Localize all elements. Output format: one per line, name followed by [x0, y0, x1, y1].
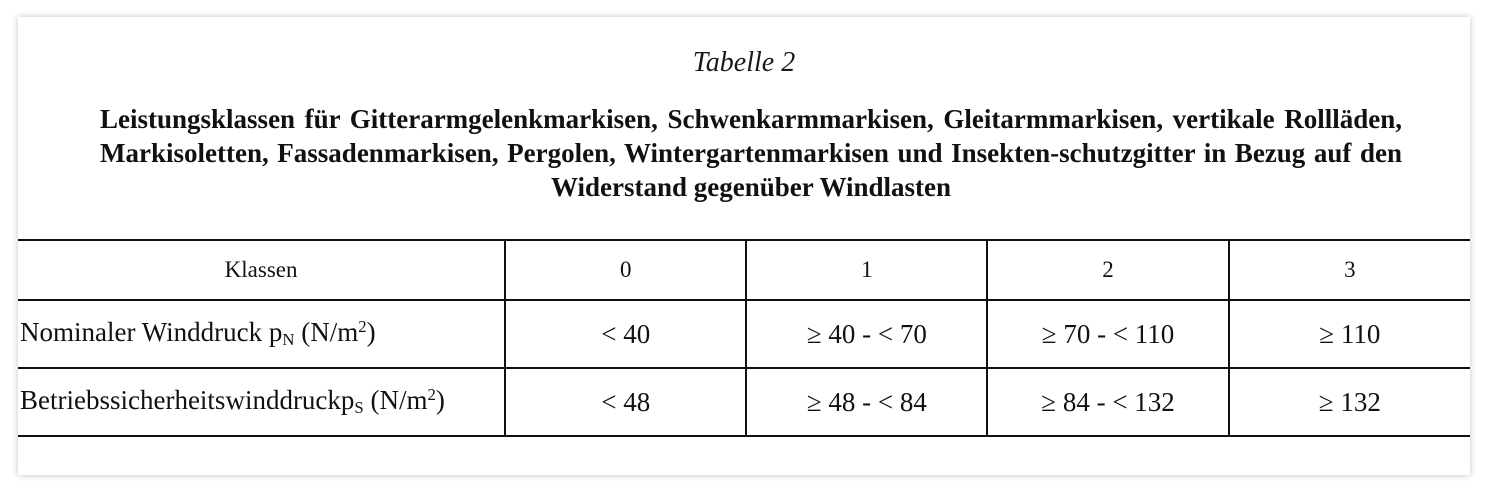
row-label-operational-safety-wind-pressure [18, 368, 505, 436]
row-label-subscript: N [282, 330, 295, 350]
table-cell: ≥ 70 - < 110 [987, 300, 1228, 368]
table-caption: Tabelle 2 [692, 47, 796, 78]
performance-class-table [18, 239, 1470, 437]
table-title: Leistungsklassen für Gitterarmgelenkmarkisen, Schwenkarmmarkisen, Gleitarmmarkisen, vertikale Rollläden, Markisoletten, Fassadenmarkisen, Pergolen, Wintergartenmarkisen und Insekten-schutzgitter in Bezug auf den Widerstand gegenüber Windlasten [100, 104, 1402, 202]
document-page [18, 17, 1470, 475]
table-row [18, 300, 1470, 368]
table-header-row [18, 240, 1470, 300]
table-cell: < 40 [505, 300, 746, 368]
row-label-text: Nominaler Winddruck p [20, 317, 283, 348]
table-cell: ≥ 48 - < 84 [746, 368, 987, 436]
row-label-nominal-wind-pressure [18, 300, 505, 368]
row-label-subscript: S [354, 398, 364, 418]
row-label-text: Betriebssicherheitswinddruckp [20, 385, 355, 416]
table-cell: ≥ 84 - < 132 [987, 368, 1228, 436]
table-cell: ≥ 110 [1229, 300, 1470, 368]
header-class-1: 1 [746, 240, 987, 300]
table-cell: ≥ 40 - < 70 [746, 300, 987, 368]
header-classes-label: Klassen [18, 240, 505, 300]
table-cell: ≥ 132 [1229, 368, 1470, 436]
header-class-3: 3 [1229, 240, 1470, 300]
row-label-superscript: 2 [427, 385, 436, 405]
row-label-superscript: 2 [358, 317, 367, 337]
row-label-unit-close: ) [366, 317, 376, 348]
header-class-0: 0 [505, 240, 746, 300]
table-row [18, 368, 1470, 436]
table-cell: < 48 [505, 368, 746, 436]
row-label-unit: (N/m [294, 317, 359, 348]
row-label-unit-close: ) [435, 385, 445, 416]
row-label-unit: (N/m [363, 385, 428, 416]
header-class-2: 2 [987, 240, 1228, 300]
